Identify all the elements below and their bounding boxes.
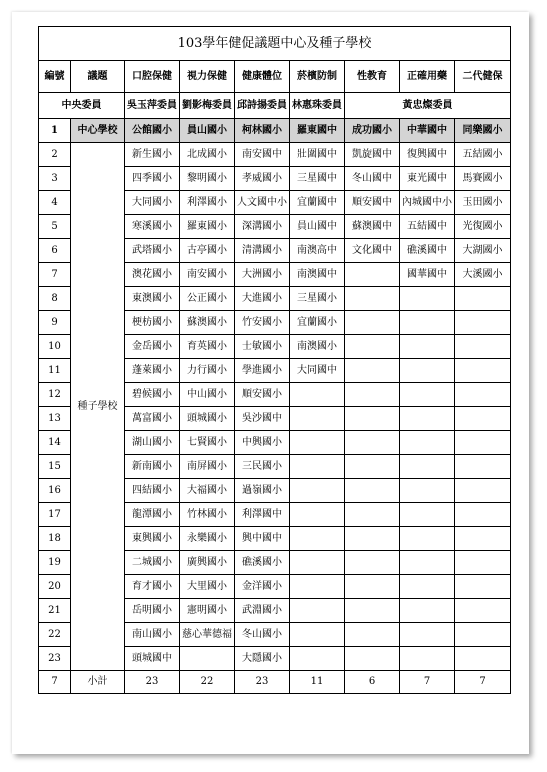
row-number: 12 xyxy=(39,383,71,407)
school-cell: 南澳國小 xyxy=(290,335,345,359)
school-cell xyxy=(345,479,400,503)
school-cell: 七賢國小 xyxy=(180,431,235,455)
row-number: 22 xyxy=(39,623,71,647)
school-cell xyxy=(400,287,455,311)
table-row xyxy=(39,143,511,167)
header-healthy-weight: 健康體位 xyxy=(235,61,290,93)
school-cell: 蓬萊國小 xyxy=(125,359,180,383)
school-cell: 士敏國小 xyxy=(235,335,290,359)
school-cell: 深溝國小 xyxy=(235,215,290,239)
school-cell: 頭城國小 xyxy=(180,407,235,431)
school-cell: 武淵國小 xyxy=(235,599,290,623)
school-cell xyxy=(290,575,345,599)
header-vision-health: 視力保健 xyxy=(180,61,235,93)
header-issue: 議題 xyxy=(71,61,125,93)
school-cell: 員山國中 xyxy=(290,215,345,239)
row-number: 11 xyxy=(39,359,71,383)
school-cell xyxy=(345,575,400,599)
school-cell xyxy=(180,647,235,671)
row-number: 6 xyxy=(39,239,71,263)
school-cell: 利澤國小 xyxy=(180,191,235,215)
school-cell: 大湖國小 xyxy=(455,239,511,263)
school-cell xyxy=(400,623,455,647)
school-cell xyxy=(290,527,345,551)
center-school-cell: 羅東國中 xyxy=(290,119,345,143)
row-number: 5 xyxy=(39,215,71,239)
school-cell: 順安國中 xyxy=(345,191,400,215)
row-number: 23 xyxy=(39,647,71,671)
school-cell xyxy=(455,287,511,311)
school-cell: 順安國小 xyxy=(235,383,290,407)
school-cell: 光復國小 xyxy=(455,215,511,239)
center-school-cell: 中華國中 xyxy=(400,119,455,143)
school-cell: 大里國小 xyxy=(180,575,235,599)
school-cell: 南安國小 xyxy=(180,263,235,287)
subtotal-value: 22 xyxy=(180,671,235,694)
row-number: 9 xyxy=(39,311,71,335)
school-cell xyxy=(290,623,345,647)
school-cell: 湖山國小 xyxy=(125,431,180,455)
center-school-label: 中心學校 xyxy=(71,119,125,143)
committee-member: 劉影梅委員 xyxy=(180,93,235,119)
school-cell: 蘇澳國小 xyxy=(180,311,235,335)
school-cell xyxy=(400,503,455,527)
subtotal-value: 11 xyxy=(290,671,345,694)
school-cell: 大進國小 xyxy=(235,287,290,311)
school-cell: 二城國小 xyxy=(125,551,180,575)
header-row xyxy=(39,61,511,93)
school-cell xyxy=(290,551,345,575)
school-cell: 礁溪國小 xyxy=(235,551,290,575)
school-cell: 龍潭國小 xyxy=(125,503,180,527)
center-school-cell: 同樂國小 xyxy=(455,119,511,143)
school-cell: 國華國中 xyxy=(400,263,455,287)
school-cell xyxy=(455,575,511,599)
row-number: 1 xyxy=(39,119,71,143)
row-number: 14 xyxy=(39,431,71,455)
school-cell xyxy=(455,623,511,647)
school-cell xyxy=(400,455,455,479)
central-committee-row xyxy=(39,93,511,119)
school-cell: 萬富國小 xyxy=(125,407,180,431)
row-number: 20 xyxy=(39,575,71,599)
school-cell xyxy=(345,623,400,647)
center-school-cell: 成功國小 xyxy=(345,119,400,143)
school-cell xyxy=(345,455,400,479)
school-cell: 人文國中小 xyxy=(235,191,290,215)
school-cell: 孝威國小 xyxy=(235,167,290,191)
school-cell: 大洲國小 xyxy=(235,263,290,287)
center-school-cell: 公館國小 xyxy=(125,119,180,143)
school-cell xyxy=(455,335,511,359)
school-cell: 壯圍國中 xyxy=(290,143,345,167)
row-number: 16 xyxy=(39,479,71,503)
school-cell: 宜蘭國小 xyxy=(290,311,345,335)
header-sex-education: 性教育 xyxy=(345,61,400,93)
school-cell: 金岳國小 xyxy=(125,335,180,359)
school-cell: 五結國中 xyxy=(400,215,455,239)
row-number: 13 xyxy=(39,407,71,431)
school-cell: 利澤國中 xyxy=(235,503,290,527)
row-number: 17 xyxy=(39,503,71,527)
header-oral-health: 口腔保健 xyxy=(125,61,180,93)
school-cell xyxy=(345,383,400,407)
school-cell: 碧候國小 xyxy=(125,383,180,407)
school-cell: 公正國小 xyxy=(180,287,235,311)
row-number: 8 xyxy=(39,287,71,311)
school-cell: 冬山國中 xyxy=(345,167,400,191)
center-school-cell: 柯林國小 xyxy=(235,119,290,143)
school-cell: 育英國小 xyxy=(180,335,235,359)
school-cell: 東澳國小 xyxy=(125,287,180,311)
header-nhi2: 二代健保 xyxy=(455,61,511,93)
row-number: 7 xyxy=(39,263,71,287)
school-cell xyxy=(290,431,345,455)
subtotal-label: 小計 xyxy=(71,671,125,694)
school-cell: 學進國小 xyxy=(235,359,290,383)
school-cell: 冬山國小 xyxy=(235,623,290,647)
school-cell xyxy=(455,455,511,479)
row-number: 19 xyxy=(39,551,71,575)
school-cell: 大隱國小 xyxy=(235,647,290,671)
school-cell xyxy=(455,527,511,551)
school-cell: 慈心華德福 xyxy=(180,623,235,647)
school-cell: 馬賽國小 xyxy=(455,167,511,191)
committee-member: 吳玉萍委員 xyxy=(125,93,180,119)
school-cell xyxy=(455,647,511,671)
table-title: 103學年健促議題中心及種子學校 xyxy=(39,27,511,61)
header-number: 編號 xyxy=(39,61,71,93)
school-cell xyxy=(290,647,345,671)
school-cell: 育才國小 xyxy=(125,575,180,599)
school-cell: 竹林國小 xyxy=(180,503,235,527)
school-cell: 中山國小 xyxy=(180,383,235,407)
school-cell xyxy=(345,503,400,527)
school-cell: 南澳國中 xyxy=(290,263,345,287)
school-cell: 金洋國小 xyxy=(235,575,290,599)
school-cell xyxy=(400,383,455,407)
school-cell: 新南國小 xyxy=(125,455,180,479)
row-number: 18 xyxy=(39,527,71,551)
central-committee-label: 中央委員 xyxy=(39,93,125,119)
school-cell: 清溝國小 xyxy=(235,239,290,263)
school-cell xyxy=(455,599,511,623)
school-cell xyxy=(290,503,345,527)
school-cell xyxy=(455,431,511,455)
school-cell: 吳沙國中 xyxy=(235,407,290,431)
school-cell: 凱旋國中 xyxy=(345,143,400,167)
school-cell: 古亭國小 xyxy=(180,239,235,263)
school-cell: 蘇澳國中 xyxy=(345,215,400,239)
school-cell xyxy=(345,407,400,431)
school-cell: 中興國小 xyxy=(235,431,290,455)
header-tobacco-betel-prevention: 菸檳防制 xyxy=(290,61,345,93)
school-cell xyxy=(455,479,511,503)
school-cell xyxy=(400,551,455,575)
subtotal-value: 23 xyxy=(235,671,290,694)
school-cell xyxy=(290,599,345,623)
school-cell: 梗枋國小 xyxy=(125,311,180,335)
center-school-row xyxy=(39,119,511,143)
seed-school-label: 種子學校 xyxy=(71,143,125,671)
school-cell: 竹安國小 xyxy=(235,311,290,335)
school-cell: 澳花國小 xyxy=(125,263,180,287)
row-number: 15 xyxy=(39,455,71,479)
row-number: 10 xyxy=(39,335,71,359)
school-cell: 南屏國小 xyxy=(180,455,235,479)
school-cell xyxy=(455,407,511,431)
center-school-cell: 員山國小 xyxy=(180,119,235,143)
school-cell: 大同國中 xyxy=(290,359,345,383)
school-cell xyxy=(345,599,400,623)
school-cell xyxy=(345,311,400,335)
row-number: 21 xyxy=(39,599,71,623)
row-number: 3 xyxy=(39,167,71,191)
committee-member: 林惠珠委員 xyxy=(290,93,345,119)
school-cell xyxy=(345,647,400,671)
school-cell: 南山國小 xyxy=(125,623,180,647)
school-cell xyxy=(455,359,511,383)
school-cell: 玉田國小 xyxy=(455,191,511,215)
school-cell: 力行國小 xyxy=(180,359,235,383)
school-cell xyxy=(455,551,511,575)
school-cell xyxy=(290,383,345,407)
school-cell xyxy=(400,527,455,551)
school-cell: 大同國小 xyxy=(125,191,180,215)
school-cell xyxy=(345,263,400,287)
school-cell: 羅東國小 xyxy=(180,215,235,239)
document-page xyxy=(12,12,529,754)
school-cell: 岳明國小 xyxy=(125,599,180,623)
school-cell: 三民國小 xyxy=(235,455,290,479)
school-cell xyxy=(345,287,400,311)
school-cell: 南澳高中 xyxy=(290,239,345,263)
subtotal-row xyxy=(39,671,511,694)
school-cell xyxy=(400,407,455,431)
subtotal-value: 7 xyxy=(400,671,455,694)
school-cell xyxy=(290,455,345,479)
school-cell xyxy=(345,527,400,551)
school-cell xyxy=(455,311,511,335)
school-cell: 大福國小 xyxy=(180,479,235,503)
school-cell: 復興國中 xyxy=(400,143,455,167)
school-cell: 四季國小 xyxy=(125,167,180,191)
school-cell: 憲明國小 xyxy=(180,599,235,623)
subtotal-number: 7 xyxy=(39,671,71,694)
school-cell xyxy=(455,383,511,407)
row-number: 4 xyxy=(39,191,71,215)
school-cell xyxy=(400,599,455,623)
school-cell xyxy=(290,407,345,431)
school-cell: 新生國小 xyxy=(125,143,180,167)
subtotal-value: 23 xyxy=(125,671,180,694)
school-cell: 廣興國小 xyxy=(180,551,235,575)
subtotal-value: 6 xyxy=(345,671,400,694)
school-cell xyxy=(345,335,400,359)
school-cell: 黎明國小 xyxy=(180,167,235,191)
school-cell xyxy=(345,551,400,575)
school-cell xyxy=(400,647,455,671)
school-cell: 四結國小 xyxy=(125,479,180,503)
school-cell xyxy=(400,431,455,455)
school-cell: 五結國小 xyxy=(455,143,511,167)
title-row xyxy=(39,27,511,61)
school-cell: 永樂國小 xyxy=(180,527,235,551)
school-cell xyxy=(400,359,455,383)
row-number: 2 xyxy=(39,143,71,167)
issue-schools-table xyxy=(38,26,511,694)
school-cell xyxy=(400,311,455,335)
school-cell: 文化國中 xyxy=(345,239,400,263)
school-cell: 北成國小 xyxy=(180,143,235,167)
school-cell: 過嶺國小 xyxy=(235,479,290,503)
committee-member: 邱詩揚委員 xyxy=(235,93,290,119)
header-medication-use: 正確用藥 xyxy=(400,61,455,93)
school-cell: 東光國中 xyxy=(400,167,455,191)
school-cell: 頭城國中 xyxy=(125,647,180,671)
school-cell: 內城國中小 xyxy=(400,191,455,215)
school-cell: 三星國小 xyxy=(290,287,345,311)
school-cell xyxy=(400,335,455,359)
school-cell: 東興國小 xyxy=(125,527,180,551)
school-cell xyxy=(290,479,345,503)
subtotal-value: 7 xyxy=(455,671,511,694)
school-cell xyxy=(345,359,400,383)
school-cell: 三星國中 xyxy=(290,167,345,191)
school-cell: 宜蘭國中 xyxy=(290,191,345,215)
school-cell: 武塔國小 xyxy=(125,239,180,263)
school-cell: 南安國中 xyxy=(235,143,290,167)
school-cell: 寒溪國小 xyxy=(125,215,180,239)
school-cell: 興中國中 xyxy=(235,527,290,551)
school-cell xyxy=(345,431,400,455)
school-cell: 礁溪國中 xyxy=(400,239,455,263)
committee-member: 黃忠燦委員 xyxy=(345,93,511,119)
school-cell xyxy=(455,503,511,527)
school-cell xyxy=(400,479,455,503)
school-cell xyxy=(400,575,455,599)
school-cell: 大溪國小 xyxy=(455,263,511,287)
